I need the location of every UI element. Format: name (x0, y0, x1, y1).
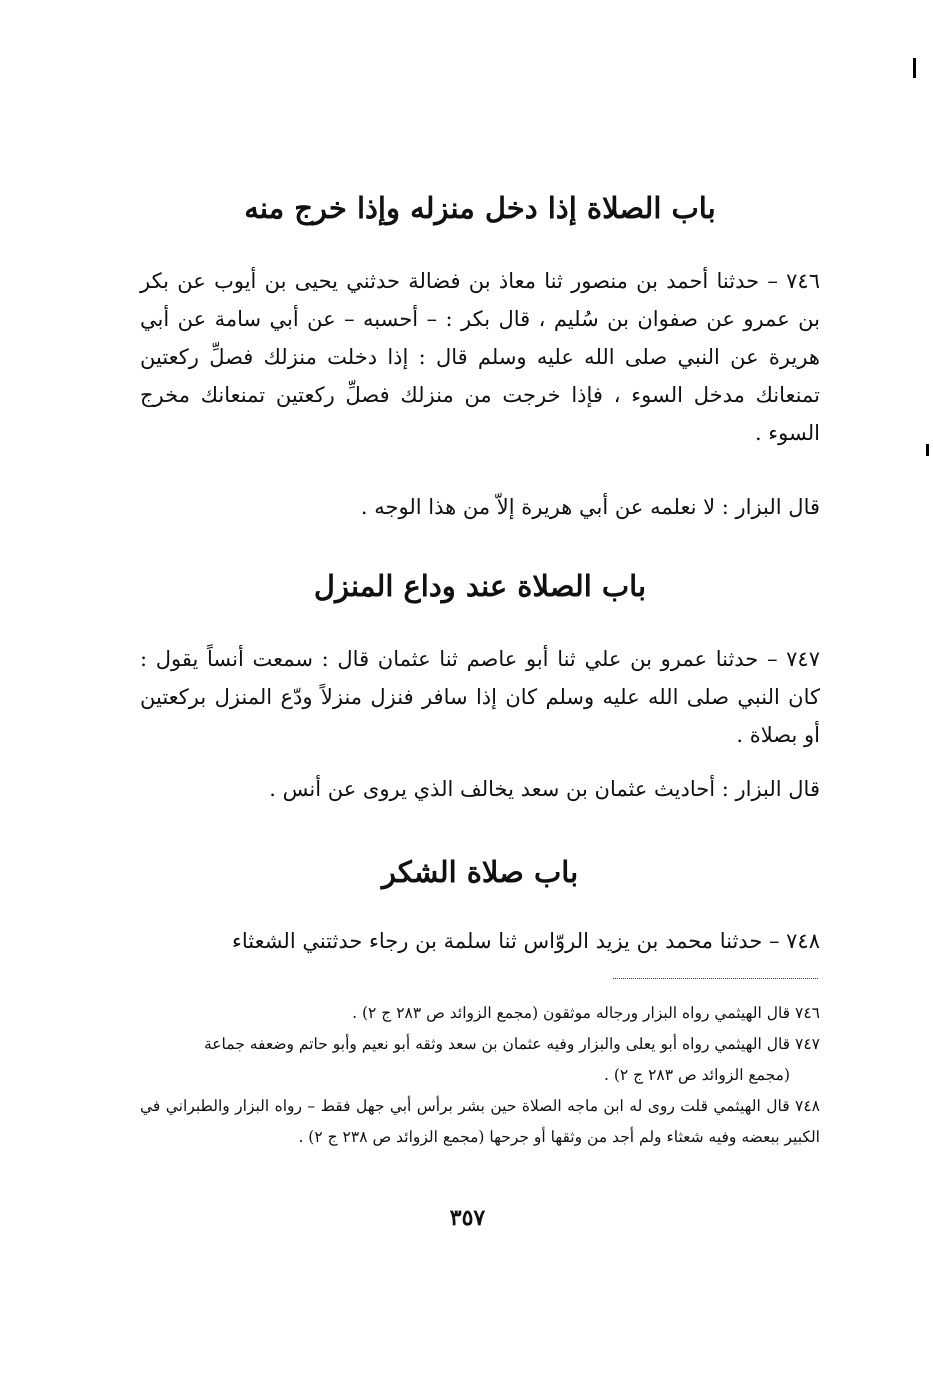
footnote-747: ٧٤٧ قال الهيثمي رواه أبو يعلى والبزار وفيه عثمان بن سعد وثقه أبو نعيم وأبو حاتم وضعفه جماعة (203, 1035, 820, 1053)
footnotes-block (140, 998, 820, 1153)
page-number: ٣٥٧ (449, 1205, 486, 1231)
hadith-746-text: ٧٤٦ – حدثنا أحمد بن منصور ثنا معاذ بن فضالة حدثني يحيى بن أيوب عن بكر بن عمرو عن صفوان بن سُليم ، قال بكر : – أحسبه – عن أبي سامة عن أبي هريرة عن النبي صلى الله عليه وسلم قال : إذا دخلت منزلك فصلِّ ركعتين تمنعانك مدخل السوء ، فإذا خرجت من منزلك فصلِّ ركعتين تمنعانك مخرج السوء . (140, 269, 820, 445)
footnote-747-continued: (مجمع الزوائد ص ٢٨٣ ج ٢) . (604, 1066, 790, 1084)
chapter-heading-farewell-prayer: باب الصلاة عند وداع المنزل (313, 569, 647, 603)
footnote-748: ٧٤٨ قال الهيثمي قلت روى له ابن ماجه الصلاة حين بشر برأس أبي جهل فقط – رواه البزار والطبراني في الكبير ببعضه وفيه شعثاء ولم أجد من وثقها أو جرحها (مجمع الزوائد ص ٢٣٨ ج ٢) . (140, 1097, 820, 1146)
scan-edge-mark-middle (926, 444, 929, 456)
footnote-746: ٧٤٦ قال الهيثمي رواه البزار ورجاله موثقون (مجمع الزوائد ص ٢٨٣ ج ٢) . (352, 1004, 820, 1022)
chapter-heading-entering-leaving-home: باب الصلاة إذا دخل منزله وإذا خرج منه (244, 191, 716, 225)
chapter-heading-gratitude-prayer: باب صلاة الشكر (381, 855, 579, 889)
hadith-746-bazzar-note: قال البزار : لا نعلمه عن أبي هريرة إلاّ من هذا الوجه . (360, 495, 820, 519)
footnote-separator (613, 978, 818, 979)
hadith-747-bazzar-note: قال البزار : أحاديث عثمان بن سعد يخالف الذي يروى عن أنس . (269, 777, 820, 801)
hadith-748-text: ٧٤٨ – حدثنا محمد بن يزيد الروّاس ثنا سلمة بن رجاء حدثتني الشعثاء (231, 929, 820, 953)
hadith-747-text: ٧٤٧ – حدثنا عمرو بن علي ثنا أبو عاصم ثنا عثمان قال : سمعت أنساً يقول : كان النبي صلى الله عليه وسلم كان إذا سافر فنزل منزلاً ودّع المنزل بركعتين أو بصلاة . (140, 647, 820, 747)
scan-edge-mark-top (913, 58, 916, 78)
